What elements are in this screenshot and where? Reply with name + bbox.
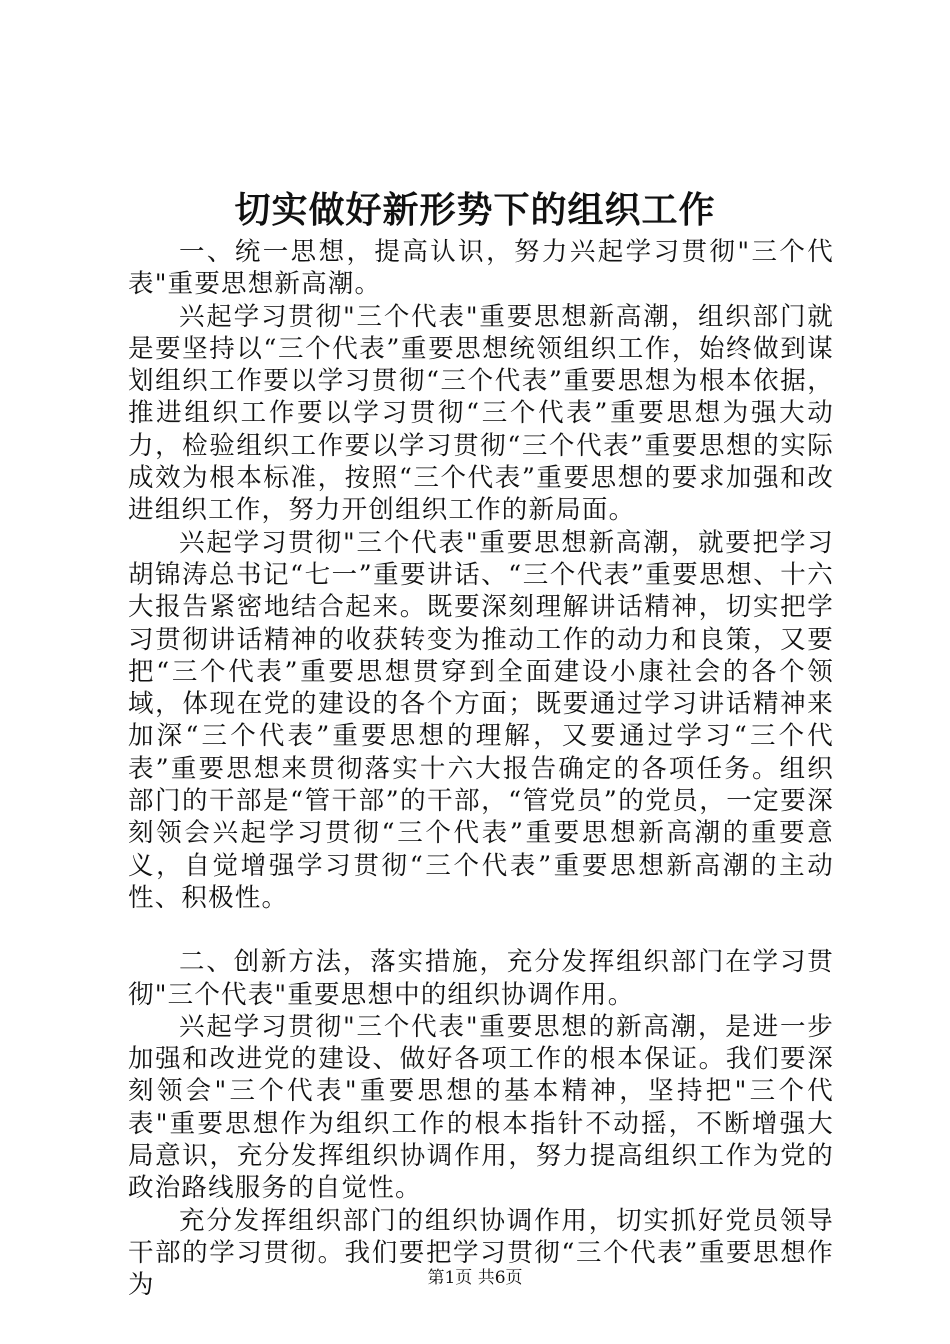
document-body — [128, 236, 834, 1302]
document-title: 切实做好新形势下的组织工作 — [234, 189, 716, 231]
section-heading-2: 二、创新方法，落实措施，充分发挥组织部门在学习贯彻"三个代表"重要思想中的组织协调作用。 — [128, 947, 834, 1010]
paragraph: 兴起学习贯彻"三个代表"重要思想新高潮，就要把学习胡锦涛总书记“七一”重要讲话、“三个代表”重要思想、十六大报告紧密地结合起来。既要深刻理解讲话精神，切实把学习贯彻讲话精神的收获转变为推动工作的动力和良策，又要把“三个代表”重要思想贯穿到全面建设小康社会的各个领域，体现在党的建设的各个方面；既要通过学习讲话精神来加深“三个代表”重要思想的理解，又要通过学习“三个代表”重要思想来贯彻落实十六大报告确定的各项任务。组织部门的干部是“管干部”的干部，“管党员”的党员，一定要深刻领会兴起学习贯彻“三个代表”重要思想新高潮的重要意义，自觉增强学习贯彻“三个代表”重要思想新高潮的主动性、积极性。 — [128, 527, 834, 913]
paragraph: 兴起学习贯彻"三个代表"重要思想的新高潮，是进一步加强和改进党的建设、做好各项工作的根本保证。我们要深刻领会"三个代表"重要思想的基本精神，坚持把"三个代表"重要思想作为组织工作的根本指针不动摇，不断增强大局意识，充分发挥组织协调作用，努力提高组织工作为党的政治路线服务的自觉性。 — [128, 1011, 834, 1204]
paragraph: 兴起学习贯彻"三个代表"重要思想新高潮，组织部门就是要坚持以“三个代表”重要思想统领组织工作，始终做到谋划组织工作要以学习贯彻“三个代表”重要思想为根本依据，推进组织工作要以学习贯彻“三个代表”重要思想为强大动力，检验组织工作要以学习贯彻“三个代表”重要思想的实际成效为根本标准，按照“三个代表”重要思想的要求加强和改进组织工作，努力开创组织工作的新局面。 — [128, 301, 834, 526]
paragraph: 充分发挥组织部门的组织协调作用，切实抓好党员领导干部的学习贯彻。我们要把学习贯彻“三个代表”重要思想作为 — [128, 1205, 834, 1301]
page-footer: 第1页 共6页 — [427, 1268, 523, 1288]
section-heading-1: 一、统一思想，提高认识，努力兴起学习贯彻"三个代表"重要思想新高潮。 — [128, 237, 834, 300]
